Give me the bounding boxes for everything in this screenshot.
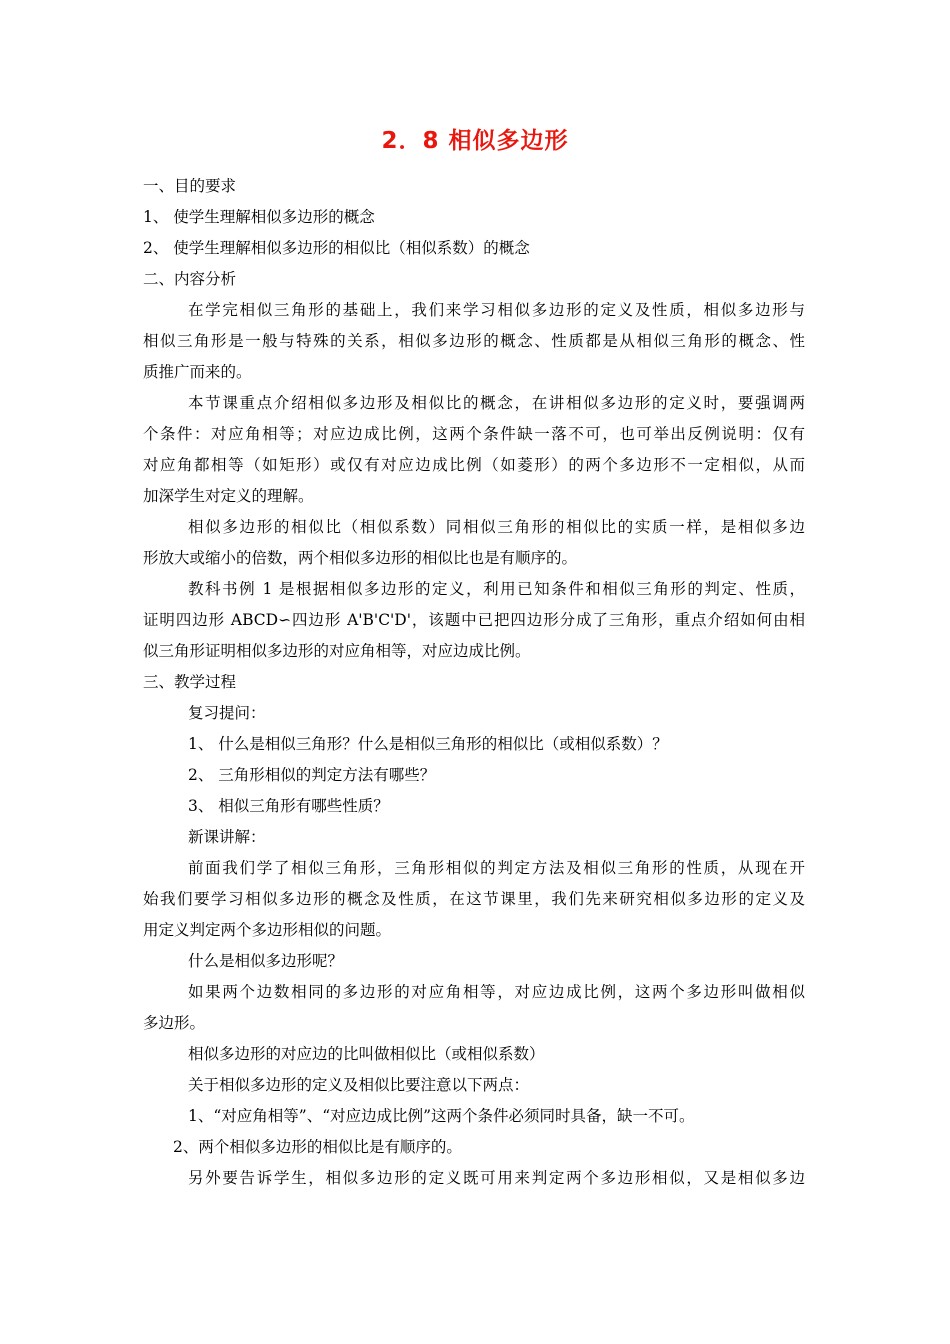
subheading-review: 复习提问： xyxy=(188,704,266,722)
definition-line: 如果两个边数相同的多边形的对应角相等，对应边成比例，这两个多边形叫做相似 xyxy=(188,983,805,1001)
section-heading-analysis: 二、内容分析 xyxy=(143,270,237,288)
paragraph-line: 证明四边形 ABCD∽四边形 A'B'C'D'，该题中已把四边形分成了三角形，重点介绍如何由相 xyxy=(143,611,805,629)
review-question-2: 2、 三角形相似的判定方法有哪些？ xyxy=(188,766,436,784)
subheading-new-lesson: 新课讲解： xyxy=(188,828,266,846)
paragraph-line: 似三角形证明相似多边形的对应角相等，对应边成比例。 xyxy=(143,642,531,660)
paragraph-line: 个条件：对应角相等；对应边成比例，这两个条件缺一落不可，也可举出反例说明：仅有 xyxy=(143,425,805,443)
paragraph-line: 始我们要学习相似多边形的概念及性质，在这节课里，我们先来研究相似多边形的定义及 xyxy=(143,890,805,908)
paragraph-line: 对应角都相等（如矩形）或仅有对应边成比例（如菱形）的两个多边形不一定相似，从而 xyxy=(143,456,805,474)
question-line: 什么是相似多边形呢？ xyxy=(188,952,344,970)
note-item-2: 2、两个相似多边形的相似比是有顺序的。 xyxy=(173,1138,462,1156)
section-heading-process: 三、教学过程 xyxy=(143,673,237,691)
notes-intro-line: 关于相似多边形的定义及相似比要注意以下两点： xyxy=(188,1076,530,1094)
paragraph-line: 质推广而来的。 xyxy=(143,363,252,381)
paragraph-line: 前面我们学了相似三角形，三角形相似的判定方法及相似三角形的性质，从现在开 xyxy=(188,859,805,877)
review-question-1: 1、 什么是相似三角形？什么是相似三角形的相似比（或相似系数）？ xyxy=(188,735,668,753)
goal-item-1: 1、 使学生理解相似多边形的概念 xyxy=(143,208,375,226)
paragraph-line: 相似多边形的相似比（相似系数）同相似三角形的相似比的实质一样，是相似多边 xyxy=(188,518,805,536)
paragraph-line: 用定义判定两个多边形相似的问题。 xyxy=(143,921,392,939)
note-item-1: 1、“对应角相等”、“对应边成比例”这两个条件必须同时具备，缺一不可。 xyxy=(188,1107,695,1125)
page-title: 2．8 相似多边形 xyxy=(381,128,569,154)
goal-item-2: 2、 使学生理解相似多边形的相似比（相似系数）的概念 xyxy=(143,239,530,257)
ratio-definition-line: 相似多边形的对应边的比叫做相似比（或相似系数） xyxy=(188,1045,545,1063)
paragraph-line: 本节课重点介绍相似多边形及相似比的概念，在讲相似多边形的定义时，要强调两 xyxy=(188,394,805,412)
paragraph-line: 教科书例 1 是根据相似多边形的定义，利用已知条件和相似三角形的判定、性质， xyxy=(188,580,805,598)
section-heading-goals: 一、目的要求 xyxy=(143,177,237,195)
paragraph-line: 加深学生对定义的理解。 xyxy=(143,487,314,505)
definition-line: 多边形。 xyxy=(143,1014,206,1032)
paragraph-line: 另外要告诉学生，相似多边形的定义既可用来判定两个多边形相似，又是相似多边 xyxy=(188,1169,805,1187)
review-question-3: 3、 相似三角形有哪些性质？ xyxy=(188,797,389,815)
paragraph-line: 相似三角形是一般与特殊的关系，相似多边形的概念、性质都是从相似三角形的概念、性 xyxy=(143,332,805,350)
paragraph-line: 在学完相似三角形的基础上，我们来学习相似多边形的定义及性质，相似多边形与 xyxy=(188,301,805,319)
paragraph-line: 形放大或缩小的倍数，两个相似多边形的相似比也是有顺序的。 xyxy=(143,549,578,567)
